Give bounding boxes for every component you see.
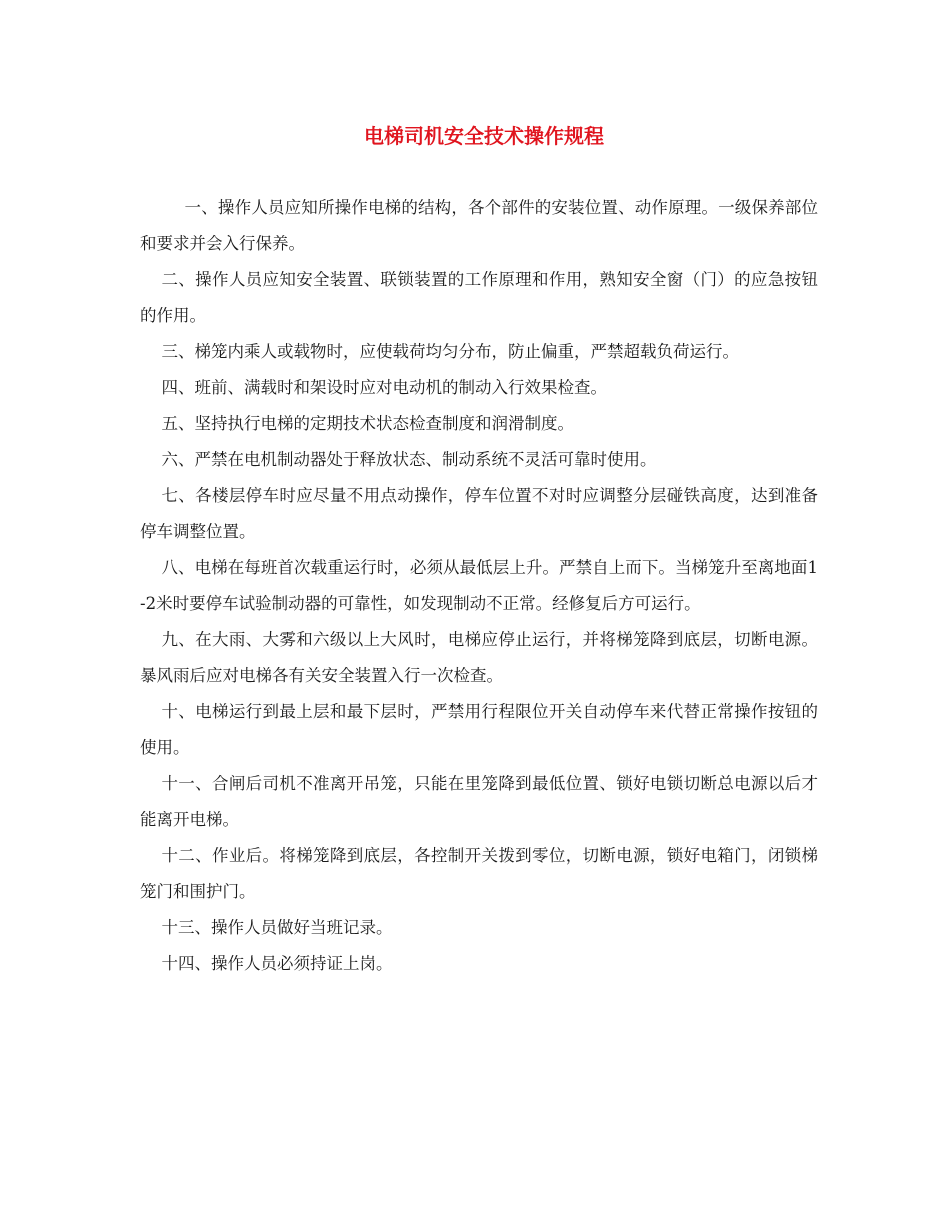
regulation-item-1: 一、操作人员应知所操作电梯的结构，各个部件的安装位置、动作原理。一级保养部位和要求并会入行保养。 (140, 198, 818, 253)
regulation-item-8: 八、电梯在每班首次载重运行时，必须从最低层上升。严禁自上而下。当梯笼升至离地面1-2米时要停车试验制动器的可靠性，如发现制动不正常。经修复后方可运行。 (140, 558, 818, 613)
regulation-item-3: 三、梯笼内乘人或载物时，应使载荷均匀分布，防止偏重，严禁超载负荷运行。 (161, 342, 739, 361)
regulation-item-4: 四、班前、满载时和架设时应对电动机的制动入行效果检查。 (161, 378, 607, 397)
regulation-item-9: 九、在大雨、大雾和六级以上大风时，电梯应停止运行，并将梯笼降到底层，切断电源。暴风雨后应对电梯各有关安全装置入行一次检查。 (140, 630, 818, 685)
regulation-item-7: 七、各楼层停车时应尽量不用点动操作，停车位置不对时应调整分层碰铁高度，达到准备停车调整位置。 (140, 486, 818, 541)
regulation-item-12: 十二、作业后。将梯笼降到底层，各控制开关拨到零位，切断电源，锁好电箱门，闭锁梯笼门和围护门。 (140, 846, 818, 901)
regulation-item-13: 十三、操作人员做好当班记录。 (161, 918, 393, 937)
regulation-item-2: 二、操作人员应知安全装置、联锁装置的工作原理和作用，熟知安全窗（门）的应急按钮的作用。 (140, 270, 818, 325)
regulation-item-5: 五、坚持执行电梯的定期技术状态检查制度和润滑制度。 (161, 414, 574, 433)
regulation-list (140, 190, 818, 982)
regulation-item-6: 六、严禁在电机制动器处于释放状态、制动系统不灵活可靠时使用。 (161, 450, 657, 469)
regulation-item-14: 十四、操作人员必须持证上岗。 (161, 954, 393, 973)
document-title: 电梯司机安全技术操作规程 (364, 124, 604, 148)
regulation-item-10: 十、电梯运行到最上层和最下层时，严禁用行程限位开关自动停车来代替正常操作按钮的使用。 (140, 702, 818, 757)
regulation-item-11: 十一、合闸后司机不准离开吊笼，只能在里笼降到最低位置、锁好电锁切断总电源以后才能离开电梯。 (140, 774, 818, 829)
